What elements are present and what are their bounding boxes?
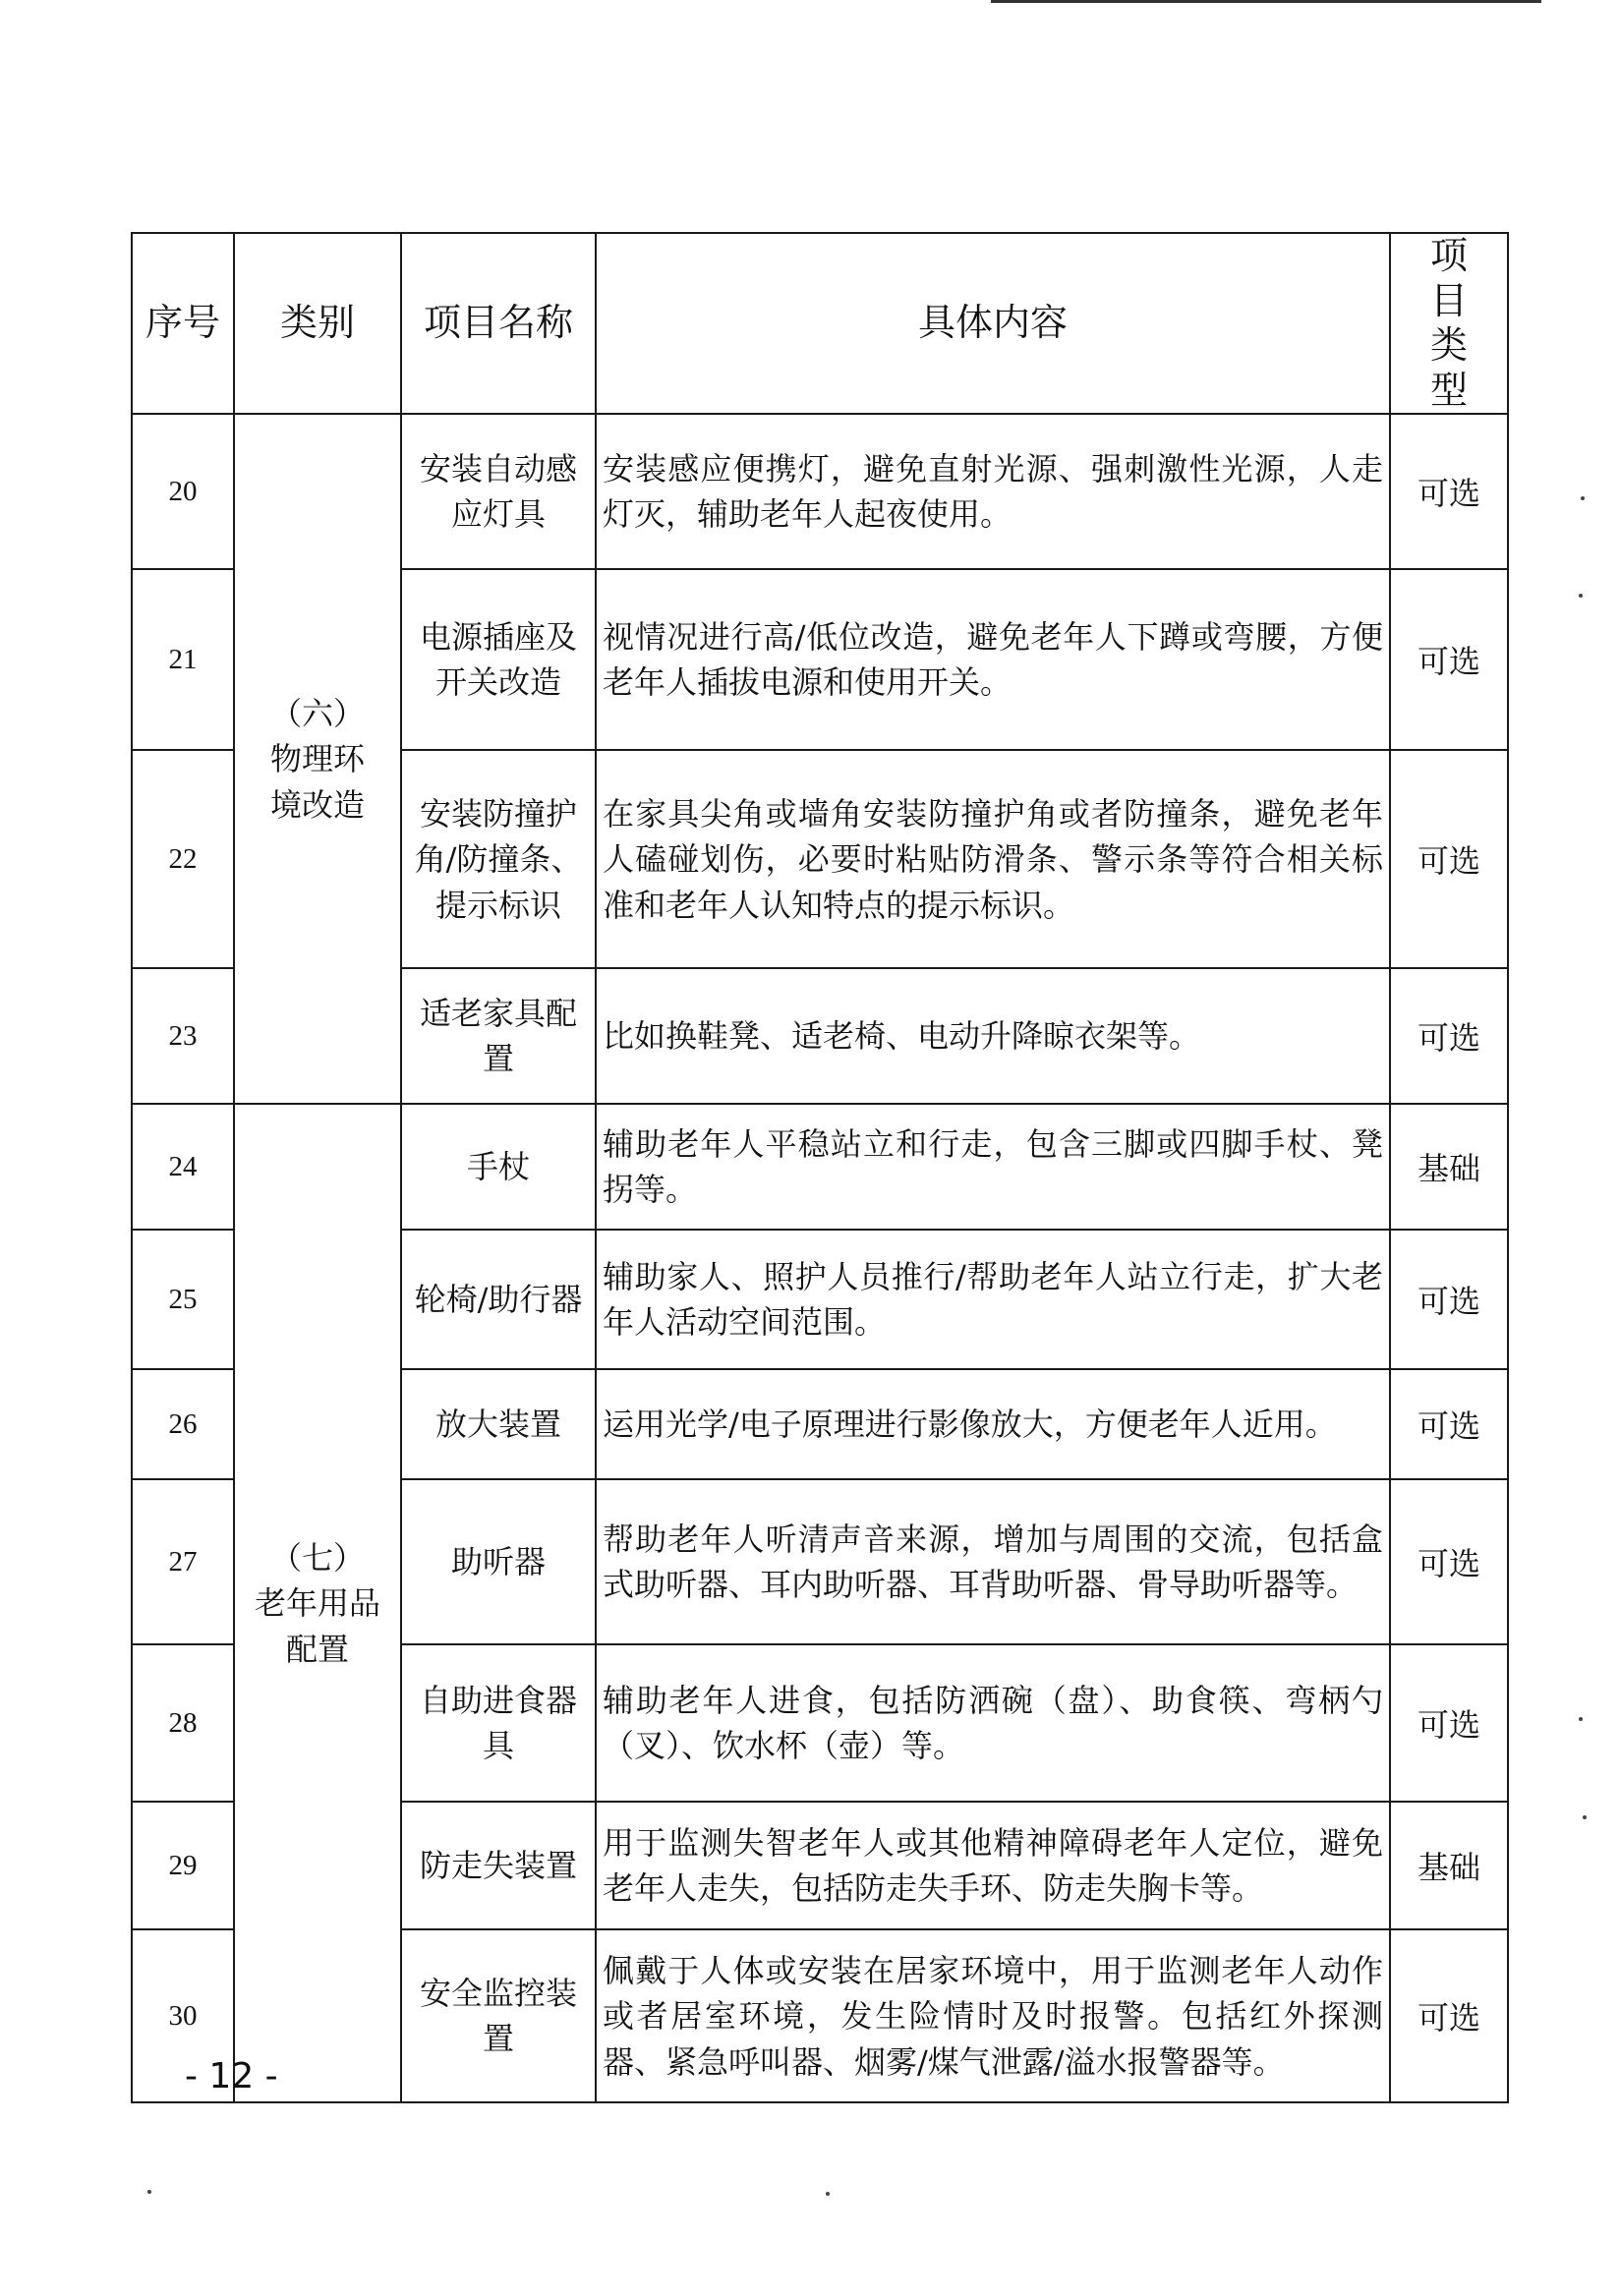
row-item-name: 放大装置 [401,1369,596,1479]
row-seq: 27 [132,1479,234,1644]
row-item-name: 电源插座及开关改造 [401,569,596,750]
row-item-type: 可选 [1390,414,1508,569]
row-item-name: 适老家具配置 [401,968,596,1104]
row-content: 辅助老年人进食，包括防洒碗（盘）、助食筷、弯柄勺（叉）、饮水杯（壶）等。 [596,1644,1390,1802]
row-content: 辅助老年人平稳站立和行走，包含三脚或四脚手杖、凳拐等。 [596,1104,1390,1230]
row-item-name: 手杖 [401,1104,596,1230]
row-item-name: 安装防撞护角/防撞条、提示标识 [401,750,596,968]
row-content: 安装感应便携灯，避免直射光源、强刺激性光源，人走灯灭，辅助老年人起夜使用。 [596,414,1390,569]
row-item-name: 安全监控装置 [401,1929,596,2102]
row-content: 用于监测失智老年人或其他精神障碍老年人定位，避免老年人走失，包括防走失手环、防走失胸卡等。 [596,1802,1390,1929]
row-item-type: 可选 [1390,1230,1508,1369]
scan-speck [1581,496,1585,500]
row-seq: 28 [132,1644,234,1802]
table-row [132,1104,1508,1230]
row-item-name: 防走失装置 [401,1802,596,1929]
row-item-type: 基础 [1390,1802,1508,1929]
row-item-type: 可选 [1390,968,1508,1104]
category-number: （七） [269,1538,365,1577]
category-cell-six [234,414,401,1104]
header-category: 类别 [234,233,401,414]
row-seq: 30 [132,1929,234,2102]
table-row [132,414,1508,569]
row-seq: 26 [132,1369,234,1479]
scan-speck [1579,594,1583,598]
header-content: 具体内容 [596,233,1390,414]
scan-speck [147,2190,151,2194]
row-item-type: 基础 [1390,1104,1508,1230]
header-item-type: 项目类型 [1390,233,1508,414]
row-seq: 21 [132,569,234,750]
row-item-name: 安装自动感应灯具 [401,414,596,569]
service-items-table [131,232,1509,2103]
row-seq: 29 [132,1802,234,1929]
row-item-type: 可选 [1390,1644,1508,1802]
scan-speck [1583,1815,1587,1819]
row-item-type: 可选 [1390,569,1508,750]
row-item-type: 可选 [1390,1479,1508,1644]
row-item-type: 可选 [1390,1369,1508,1479]
row-item-name: 助听器 [401,1479,596,1644]
row-content: 比如换鞋凳、适老椅、电动升降晾衣架等。 [596,968,1390,1104]
row-content: 帮助老年人听清声音来源，增加与周围的交流，包括盒式助听器、耳内助听器、耳背助听器、骨导助听器等。 [596,1479,1390,1644]
table-header-row [132,233,1508,414]
row-seq: 20 [132,414,234,569]
category-cell-seven [234,1104,401,2102]
scan-speck [826,2192,830,2196]
header-seq: 序号 [132,233,234,414]
row-content: 佩戴于人体或安装在居家环境中，用于监测老年人动作或者居室环境，发生险情时及时报警。包括红外探测器、紧急呼叫器、烟雾/煤气泄露/溢水报警器等。 [596,1929,1390,2102]
scan-speck [1579,1717,1583,1721]
row-seq: 22 [132,750,234,968]
row-content: 辅助家人、照护人员推行/帮助老年人站立行走，扩大老年人活动空间范围。 [596,1230,1390,1369]
row-content: 在家具尖角或墙角安装防撞护角或者防撞条，避免老年人磕碰划伤，必要时粘贴防滑条、警示条等符合相关标准和老年人认知特点的提示标识。 [596,750,1390,968]
row-seq: 25 [132,1230,234,1369]
row-item-type: 可选 [1390,750,1508,968]
row-content: 视情况进行高/低位改造，避免老年人下蹲或弯腰，方便老年人插拔电源和使用开关。 [596,569,1390,750]
row-item-name: 自助进食器具 [401,1644,596,1802]
category-name: 老年用品配置 [254,1584,380,1668]
row-seq: 24 [132,1104,234,1230]
category-number: （六） [269,694,365,732]
header-item-name: 项目名称 [401,233,596,414]
page-number: - 12 - [185,2056,278,2096]
row-item-name: 轮椅/助行器 [401,1230,596,1369]
category-name: 物理环境改造 [269,740,365,824]
row-item-type: 可选 [1390,1929,1508,2102]
page-edge-mark [991,0,1541,3]
row-seq: 23 [132,968,234,1104]
row-content: 运用光学/电子原理进行影像放大，方便老年人近用。 [596,1369,1390,1479]
